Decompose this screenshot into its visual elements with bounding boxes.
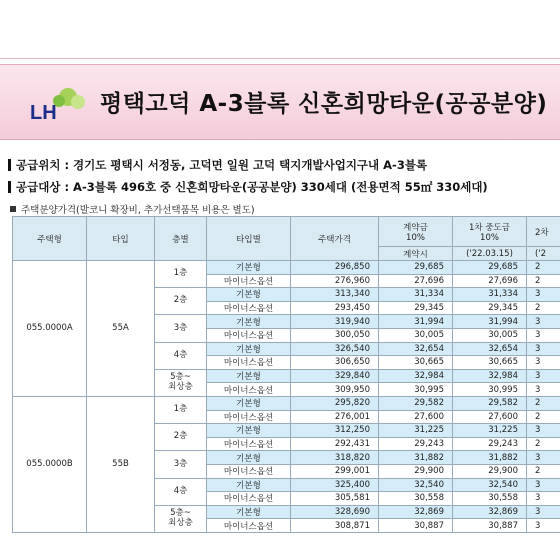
mid1-cell: 31,882 [453,451,527,465]
mid2-cell: 3 [527,315,560,329]
mid1-cell: 32,654 [453,342,527,356]
floor-cell: 3층 [155,315,207,342]
mid1-cell: 32,984 [453,369,527,383]
type-detail-cell: 기본형 [207,261,291,275]
price-cell: 296,850 [291,261,379,275]
price-subtitle-text: 주택분양가격(발코니 확장비, 추가선택품목 비용은 별도) [21,205,255,216]
deposit-cell: 27,600 [379,410,453,424]
price-cell: 308,871 [291,519,379,533]
deposit-cell: 29,582 [379,396,453,410]
mid2-cell: 3 [527,328,560,342]
floor-cell: 2층 [155,288,207,315]
header-mid2: 2차 [527,217,560,247]
mid2-cell: 3 [527,478,560,492]
mid1-cell: 29,900 [453,464,527,478]
type-detail-cell: 기본형 [207,424,291,438]
supply-target [8,179,488,195]
deposit-cell: 31,334 [379,288,453,302]
deposit-cell: 32,654 [379,342,453,356]
type-detail-cell: 기본형 [207,342,291,356]
deposit-cell: 29,345 [379,301,453,315]
type-detail-cell: 마이너스옵션 [207,328,291,342]
deposit-cell: 29,685 [379,261,453,275]
price-cell: 276,960 [291,274,379,288]
mid2-cell: 2 [527,274,560,288]
mid1-cell: 32,869 [453,505,527,519]
price-cell: 306,650 [291,356,379,370]
table-row [13,261,560,275]
deposit-cell: 30,558 [379,492,453,506]
price-table [12,216,560,533]
header-deposit: 계약금 10% [379,217,453,247]
lh-logo [28,87,88,123]
header-type: 타입 [87,217,155,261]
page-title: 평택고덕 A-3블록 신혼희망타운(공공분양) [100,91,548,117]
mid2-cell: 2 [527,261,560,275]
top-divider [0,58,560,59]
deposit-cell: 32,984 [379,369,453,383]
supply-location [8,157,427,173]
header-mid2-sub: ('2 [527,247,560,261]
type-detail-cell: 기본형 [207,396,291,410]
mid2-cell: 3 [527,492,560,506]
price-cell: 312,250 [291,424,379,438]
lh-logo-text: LH [30,102,57,123]
square-bullet-icon [10,206,16,212]
mid2-cell: 2 [527,410,560,424]
deposit-cell: 30,665 [379,356,453,370]
header-floor: 층별 [155,217,207,261]
floor-cell: 1층 [155,261,207,288]
deposit-cell: 31,225 [379,424,453,438]
header-housing-type: 주택형 [13,217,87,261]
header-price: 주택가격 [291,217,379,261]
floor-cell: 1층 [155,396,207,423]
type-detail-cell: 마이너스옵션 [207,274,291,288]
type-detail-cell: 기본형 [207,451,291,465]
mid2-cell: 3 [527,519,560,533]
type-cell: 55B [87,396,155,532]
price-subtitle [10,202,255,216]
header-deposit-sub: 계약시 [379,247,453,261]
deposit-cell: 30,887 [379,519,453,533]
floor-cell: 4층 [155,478,207,505]
mid1-cell: 27,696 [453,274,527,288]
type-detail-cell: 기본형 [207,288,291,302]
price-cell: 318,820 [291,451,379,465]
mid1-cell: 29,582 [453,396,527,410]
price-cell: 293,450 [291,301,379,315]
type-detail-cell: 마이너스옵션 [207,437,291,451]
mid2-cell: 3 [527,451,560,465]
mid1-cell: 31,334 [453,288,527,302]
mid1-cell: 27,600 [453,410,527,424]
mid1-cell: 29,243 [453,437,527,451]
mid1-cell: 30,887 [453,519,527,533]
type-detail-cell: 기본형 [207,505,291,519]
mid2-cell: 3 [527,383,560,397]
price-table-container [12,216,560,560]
floor-cell: 2층 [155,424,207,451]
deposit-cell: 29,900 [379,464,453,478]
type-detail-cell: 마이너스옵션 [207,383,291,397]
price-cell: 326,540 [291,342,379,356]
mid2-cell: 3 [527,288,560,302]
mid2-cell: 2 [527,301,560,315]
price-cell: 313,340 [291,288,379,302]
price-cell: 319,940 [291,315,379,329]
housing-type-cell: 055.0000A [13,261,87,397]
deposit-cell: 29,243 [379,437,453,451]
header-mid1-sub: ('22.03.15) [453,247,527,261]
mid2-cell: 2 [527,437,560,451]
price-cell: 292,431 [291,437,379,451]
header-mid1: 1차 중도금 10% [453,217,527,247]
mid1-cell: 29,685 [453,261,527,275]
mid1-cell: 30,995 [453,383,527,397]
header-type-detail: 타입별 [207,217,291,261]
price-cell: 300,050 [291,328,379,342]
deposit-cell: 30,995 [379,383,453,397]
floor-cell: 3층 [155,451,207,478]
mid2-cell: 3 [527,342,560,356]
price-cell: 305,581 [291,492,379,506]
floor-cell: 4층 [155,342,207,369]
mid2-cell: 3 [527,356,560,370]
type-detail-cell: 마이너스옵션 [207,464,291,478]
mid2-cell: 3 [527,369,560,383]
table-row [13,396,560,410]
floor-cell: 5층~ 최상층 [155,505,207,532]
mid1-cell: 29,345 [453,301,527,315]
mid1-cell: 31,225 [453,424,527,438]
type-detail-cell: 기본형 [207,478,291,492]
deposit-cell: 31,994 [379,315,453,329]
supply-location-text: 공급위치 : 경기도 평택시 서정동, 고덕면 일원 고덕 택지개발사업지구내 A-3블록 [16,158,428,172]
deposit-cell: 31,882 [379,451,453,465]
supply-target-text: 공급대상 : A-3블록 496호 중 신혼희망타운(공공분양) 330세대 (전용면적 55㎡ 330세대) [16,180,488,194]
mid1-cell: 32,540 [453,478,527,492]
housing-type-cell: 055.0000B [13,396,87,532]
deposit-cell: 32,540 [379,478,453,492]
mid2-cell: 2 [527,396,560,410]
mid1-cell: 30,558 [453,492,527,506]
mid2-cell: 2 [527,464,560,478]
mid1-cell: 30,665 [453,356,527,370]
type-detail-cell: 기본형 [207,315,291,329]
type-detail-cell: 마이너스옵션 [207,301,291,315]
mid2-cell: 3 [527,424,560,438]
type-detail-cell: 기본형 [207,369,291,383]
floor-cell: 5층~ 최상층 [155,369,207,396]
type-detail-cell: 마이너스옵션 [207,519,291,533]
price-cell: 325,400 [291,478,379,492]
deposit-cell: 32,869 [379,505,453,519]
deposit-cell: 30,005 [379,328,453,342]
price-cell: 309,950 [291,383,379,397]
price-cell: 299,001 [291,464,379,478]
page-header [0,64,560,140]
price-cell: 295,820 [291,396,379,410]
mid1-cell: 31,994 [453,315,527,329]
mid2-cell: 3 [527,505,560,519]
type-detail-cell: 마이너스옵션 [207,356,291,370]
price-cell: 276,001 [291,410,379,424]
deposit-cell: 27,696 [379,274,453,288]
mid1-cell: 30,005 [453,328,527,342]
type-detail-cell: 마이너스옵션 [207,492,291,506]
price-cell: 328,690 [291,505,379,519]
type-detail-cell: 마이너스옵션 [207,410,291,424]
price-cell: 329,840 [291,369,379,383]
type-cell: 55A [87,261,155,397]
